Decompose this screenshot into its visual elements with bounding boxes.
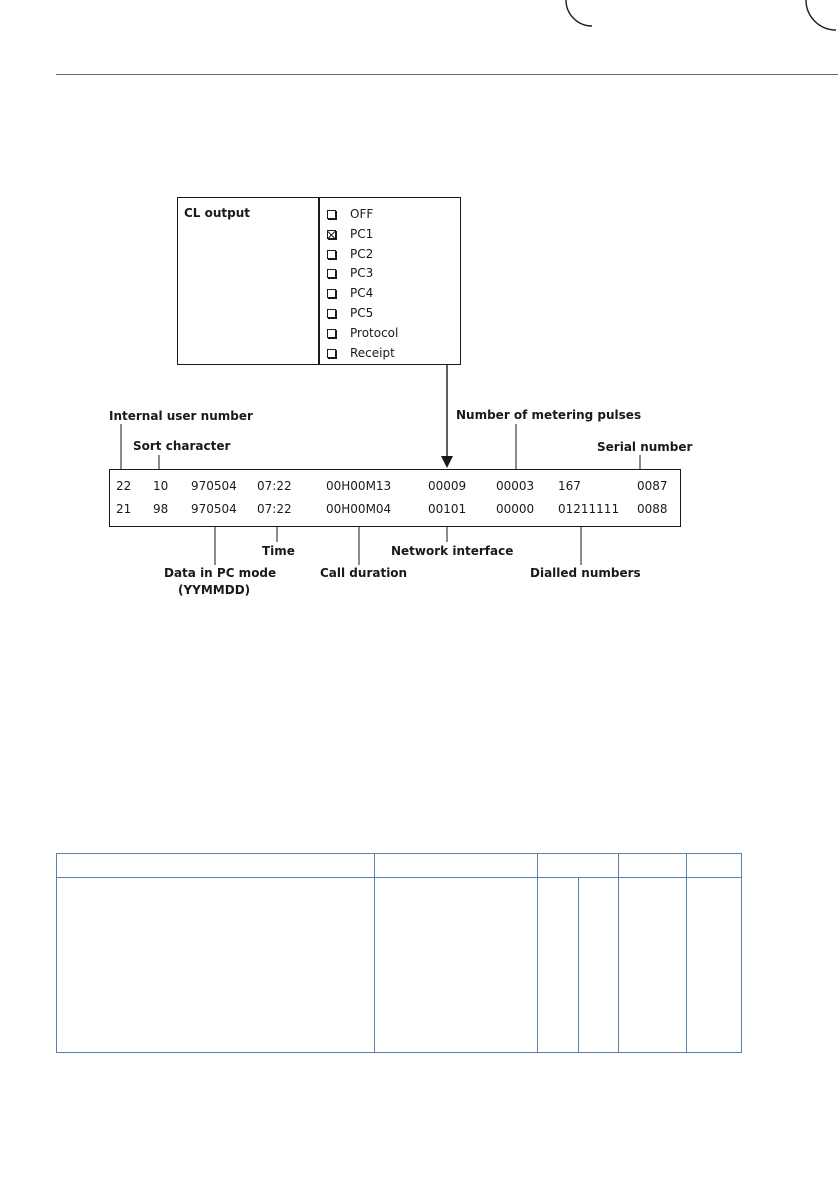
- parameter-table: [56, 853, 742, 1053]
- record-cell-sort-character: 98: [153, 502, 169, 516]
- cl-option-label: PC4: [350, 286, 374, 300]
- label-sort-character: Sort character: [133, 439, 231, 453]
- record-cell-sort-character: 10: [153, 479, 169, 493]
- cl-option-label: Receipt: [350, 346, 395, 360]
- label-call-duration: Call duration: [320, 566, 408, 580]
- cl-option-label: PC1: [350, 227, 374, 241]
- label-time: Time: [262, 544, 295, 558]
- record-cell-time: 07:22: [257, 479, 292, 493]
- cl-option-label: PC5: [350, 306, 374, 320]
- record-cell-network-interface: 00009: [428, 479, 467, 493]
- cl-option-label: PC2: [350, 247, 374, 261]
- record-cell-serial-number: 0088: [637, 502, 668, 516]
- arrow-head-icon: [441, 456, 453, 468]
- record-cell-dialled-numbers: 167: [558, 479, 581, 493]
- record-cell-metering-pulses: 00003: [496, 479, 535, 493]
- cl-option-label: PC3: [350, 266, 374, 280]
- label-network-interface: Network interface: [391, 544, 514, 558]
- call-record-box: [109, 469, 681, 527]
- label-data-pc-mode-format: (YYMMDD): [178, 583, 251, 597]
- record-cell-date: 970504: [191, 479, 237, 493]
- table-col-divider: [578, 878, 579, 1052]
- record-cell-metering-pulses: 00000: [496, 502, 535, 516]
- record-cell-time: 07:22: [257, 502, 292, 516]
- table-col-divider: [537, 854, 538, 1052]
- record-cell-date: 970504: [191, 502, 237, 516]
- table-col-divider: [618, 854, 619, 1052]
- label-internal-user-number: Internal user number: [109, 409, 253, 423]
- label-dialled-numbers: Dialled numbers: [530, 566, 641, 580]
- cl-option-label: Protocol: [350, 326, 399, 340]
- record-cell-network-interface: 00101: [428, 502, 467, 516]
- label-serial-number: Serial number: [597, 440, 693, 454]
- record-cell-serial-number: 0087: [637, 479, 668, 493]
- cl-output-label: CL output: [184, 206, 251, 220]
- record-cell-call-duration: 00H00M04: [326, 502, 392, 516]
- record-cell-internal-user-number: 21: [116, 502, 132, 516]
- cl-option-label: OFF: [350, 207, 374, 221]
- label-metering-pulses: Number of metering pulses: [456, 408, 642, 422]
- label-data-pc-mode: Data in PC mode: [164, 566, 277, 580]
- table-col-divider: [686, 854, 687, 1052]
- record-cell-internal-user-number: 22: [116, 479, 132, 493]
- record-cell-call-duration: 00H00M13: [326, 479, 392, 493]
- table-col-divider: [374, 854, 375, 1052]
- record-cell-dialled-numbers: 01211111: [558, 502, 620, 516]
- table-header-row: [57, 854, 741, 878]
